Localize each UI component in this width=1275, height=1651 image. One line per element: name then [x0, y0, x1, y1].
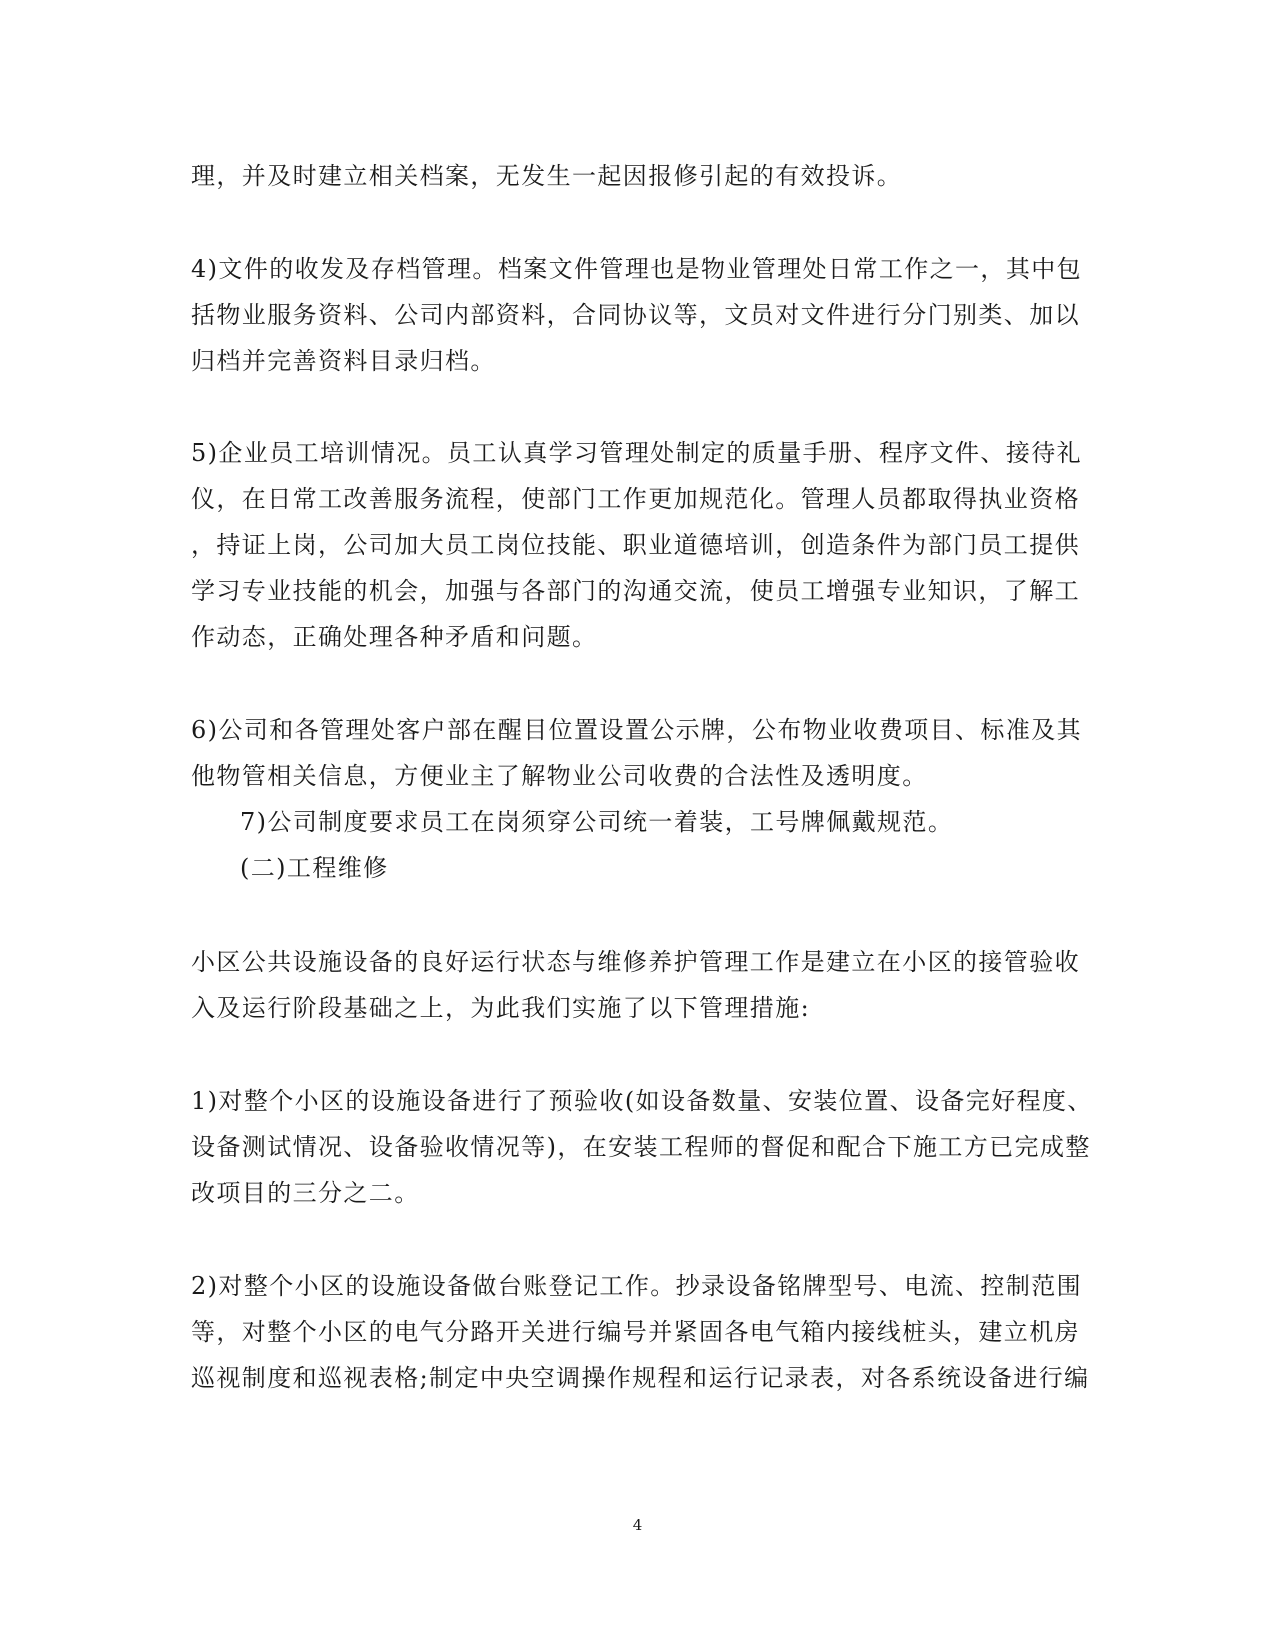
text-line: 1)对整个小区的设施设备进行了预验收(如设备数量、安装位置、设备完好程度、 — [191, 1087, 1093, 1115]
section-heading: (二)工程维修 — [240, 854, 389, 882]
text-line: ，持证上岗，公司加大员工岗位技能、职业道德培训，创造条件为部门员工提供 — [191, 531, 1080, 559]
text-line: 括物业服务资料、公司内部资料，合同协议等，文员对文件进行分门别类、加以 — [191, 301, 1080, 329]
text-line: 设备测试情况、设备验收情况等)，在安装工程师的督促和配合下施工方已完成整 — [191, 1133, 1091, 1161]
text-line: 归档并完善资料目录归档。 — [191, 347, 496, 375]
text-line: 入及运行阶段基础之上，为此我们实施了以下管理措施: — [191, 994, 811, 1022]
text-line: 6)公司和各管理处客户部在醒目位置设置公示牌，公布物业收费项目、标准及其 — [191, 716, 1083, 744]
text-line: 他物管相关信息，方便业主了解物业公司收费的合法性及透明度。 — [191, 762, 928, 790]
text-line: 学习专业技能的机会，加强与各部门的沟通交流，使员工增强专业知识，了解工 — [191, 577, 1080, 605]
text-line: 小区公共设施设备的良好运行状态与维修养护管理工作是建立在小区的接管验收 — [191, 948, 1080, 976]
page-number: 4 — [632, 1516, 643, 1534]
text-line: 5)企业员工培训情况。员工认真学习管理处制定的质量手册、程序文件、接待礼 — [191, 439, 1083, 467]
text-line: 仪，在日常工改善服务流程，使部门工作更加规范化。管理人员都取得执业资格 — [191, 485, 1080, 513]
text-line: 巡视制度和巡视表格;制定中央空调操作规程和运行记录表，对各系统设备进行编 — [191, 1364, 1090, 1392]
text-line: 2)对整个小区的设施设备做台账登记工作。抄录设备铭牌型号、电流、控制范围 — [191, 1272, 1083, 1300]
text-line: 理，并及时建立相关档案，无发生一起因报修引起的有效投诉。 — [191, 162, 903, 190]
text-line: 改项目的三分之二。 — [191, 1179, 420, 1207]
text-line: 等，对整个小区的电气分路开关进行编号并紧固各电气箱内接线桩头，建立机房 — [191, 1318, 1080, 1346]
text-line: 7)公司制度要求员工在岗须穿公司统一着装，工号牌佩戴规范。 — [240, 808, 954, 836]
text-line: 4)文件的收发及存档管理。档案文件管理也是物业管理处日常工作之一，其中包 — [191, 255, 1083, 283]
text-line: 作动态，正确处理各种矛盾和问题。 — [191, 623, 598, 651]
